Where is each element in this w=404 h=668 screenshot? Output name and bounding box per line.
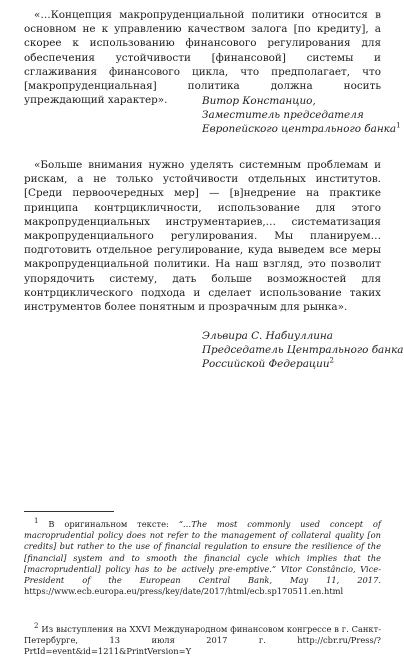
- attribution-author: Витор Констанцио,: [202, 95, 316, 107]
- attribution-nabiullina: [202, 329, 404, 372]
- quote-constancio: [24, 8, 381, 107]
- footnote-original-quote: “…The most commonly used concept of macroprudential policy does not refer to the management of collateral quality [on credits] but rather to the use of financial regulation to ensure the resilience of the [financial] system and to smooth the financial cycle which implies that the [macroprudential] policy has to be actively pre-emptive.” Vitor Constâncio, Vice-President of the European Central Bank, May 11, 2017.: [24, 519, 382, 586]
- attribution-org: [202, 357, 382, 371]
- quote-text: «Больше внимания нужно уделять системным проблемам и рискам, а не только устойчивости отдельных институтов. [Среди первоочередных мер] — [в]недрение на практике принципа контрцикличности, использование для этого макропруденциальных инструментариев,… систематизация макропруденциального регулирования. Мы планируем… подготовить отдельное регулирование, куда выведем все меры макропруденциальной политики. На наш взгляд, это позволит упорядочить систему, дать больше возможностей для контрциклического подхода и сделает использование таких инструментов более понятным и прозрачным для рынка».: [24, 159, 381, 314]
- footnote-ref: 2: [329, 356, 335, 365]
- footnote-ref: 1: [396, 121, 401, 130]
- footnote-number: 2: [34, 622, 39, 631]
- footnote-divider: [24, 511, 114, 512]
- attribution-org-text: Европейского центрального банка: [202, 123, 397, 136]
- attribution-org: [202, 121, 401, 136]
- attribution-constancio: [202, 94, 401, 137]
- book-page: [24, 0, 404, 668]
- quote-text: «…Концепция макропруденциальной политики относится в основном не к управлению качеством залога [по кредиту], а скорее к использованию финансового регулирования для обеспечения устойчивости [финансовой] системы и сглаживания финансового цикла, что предполагает, что [макропруденциальная] политика должна носить упреждающий характер».: [24, 9, 381, 107]
- quote-nabiullina: [24, 158, 381, 314]
- attribution-role: Заместитель председателя: [202, 109, 364, 122]
- footnote-text: Из выступления на XXVI Международном финансовом конгрессе в г. Санкт-Петербурге, 13 июля 2017 г. http://cbr.ru/Press/?PrtId=event&id=1211&PrintVersion=Y: [24, 624, 381, 657]
- attribution-role: Председатель Центрального банка: [202, 344, 404, 357]
- footnote-lead: В оригинальном тексте:: [48, 519, 179, 529]
- footnote-number: 1: [34, 517, 39, 526]
- attribution-org-text: Российской Федерации: [202, 358, 330, 371]
- footnote-2: [24, 624, 381, 658]
- footnote-source-url: https://www.ecb.europa.eu/press/key/date/2017/html/ecb.sp170511.en.html: [24, 586, 344, 597]
- footnote-1: [24, 519, 381, 597]
- attribution-author: Эльвира С. Набиуллина: [202, 330, 333, 342]
